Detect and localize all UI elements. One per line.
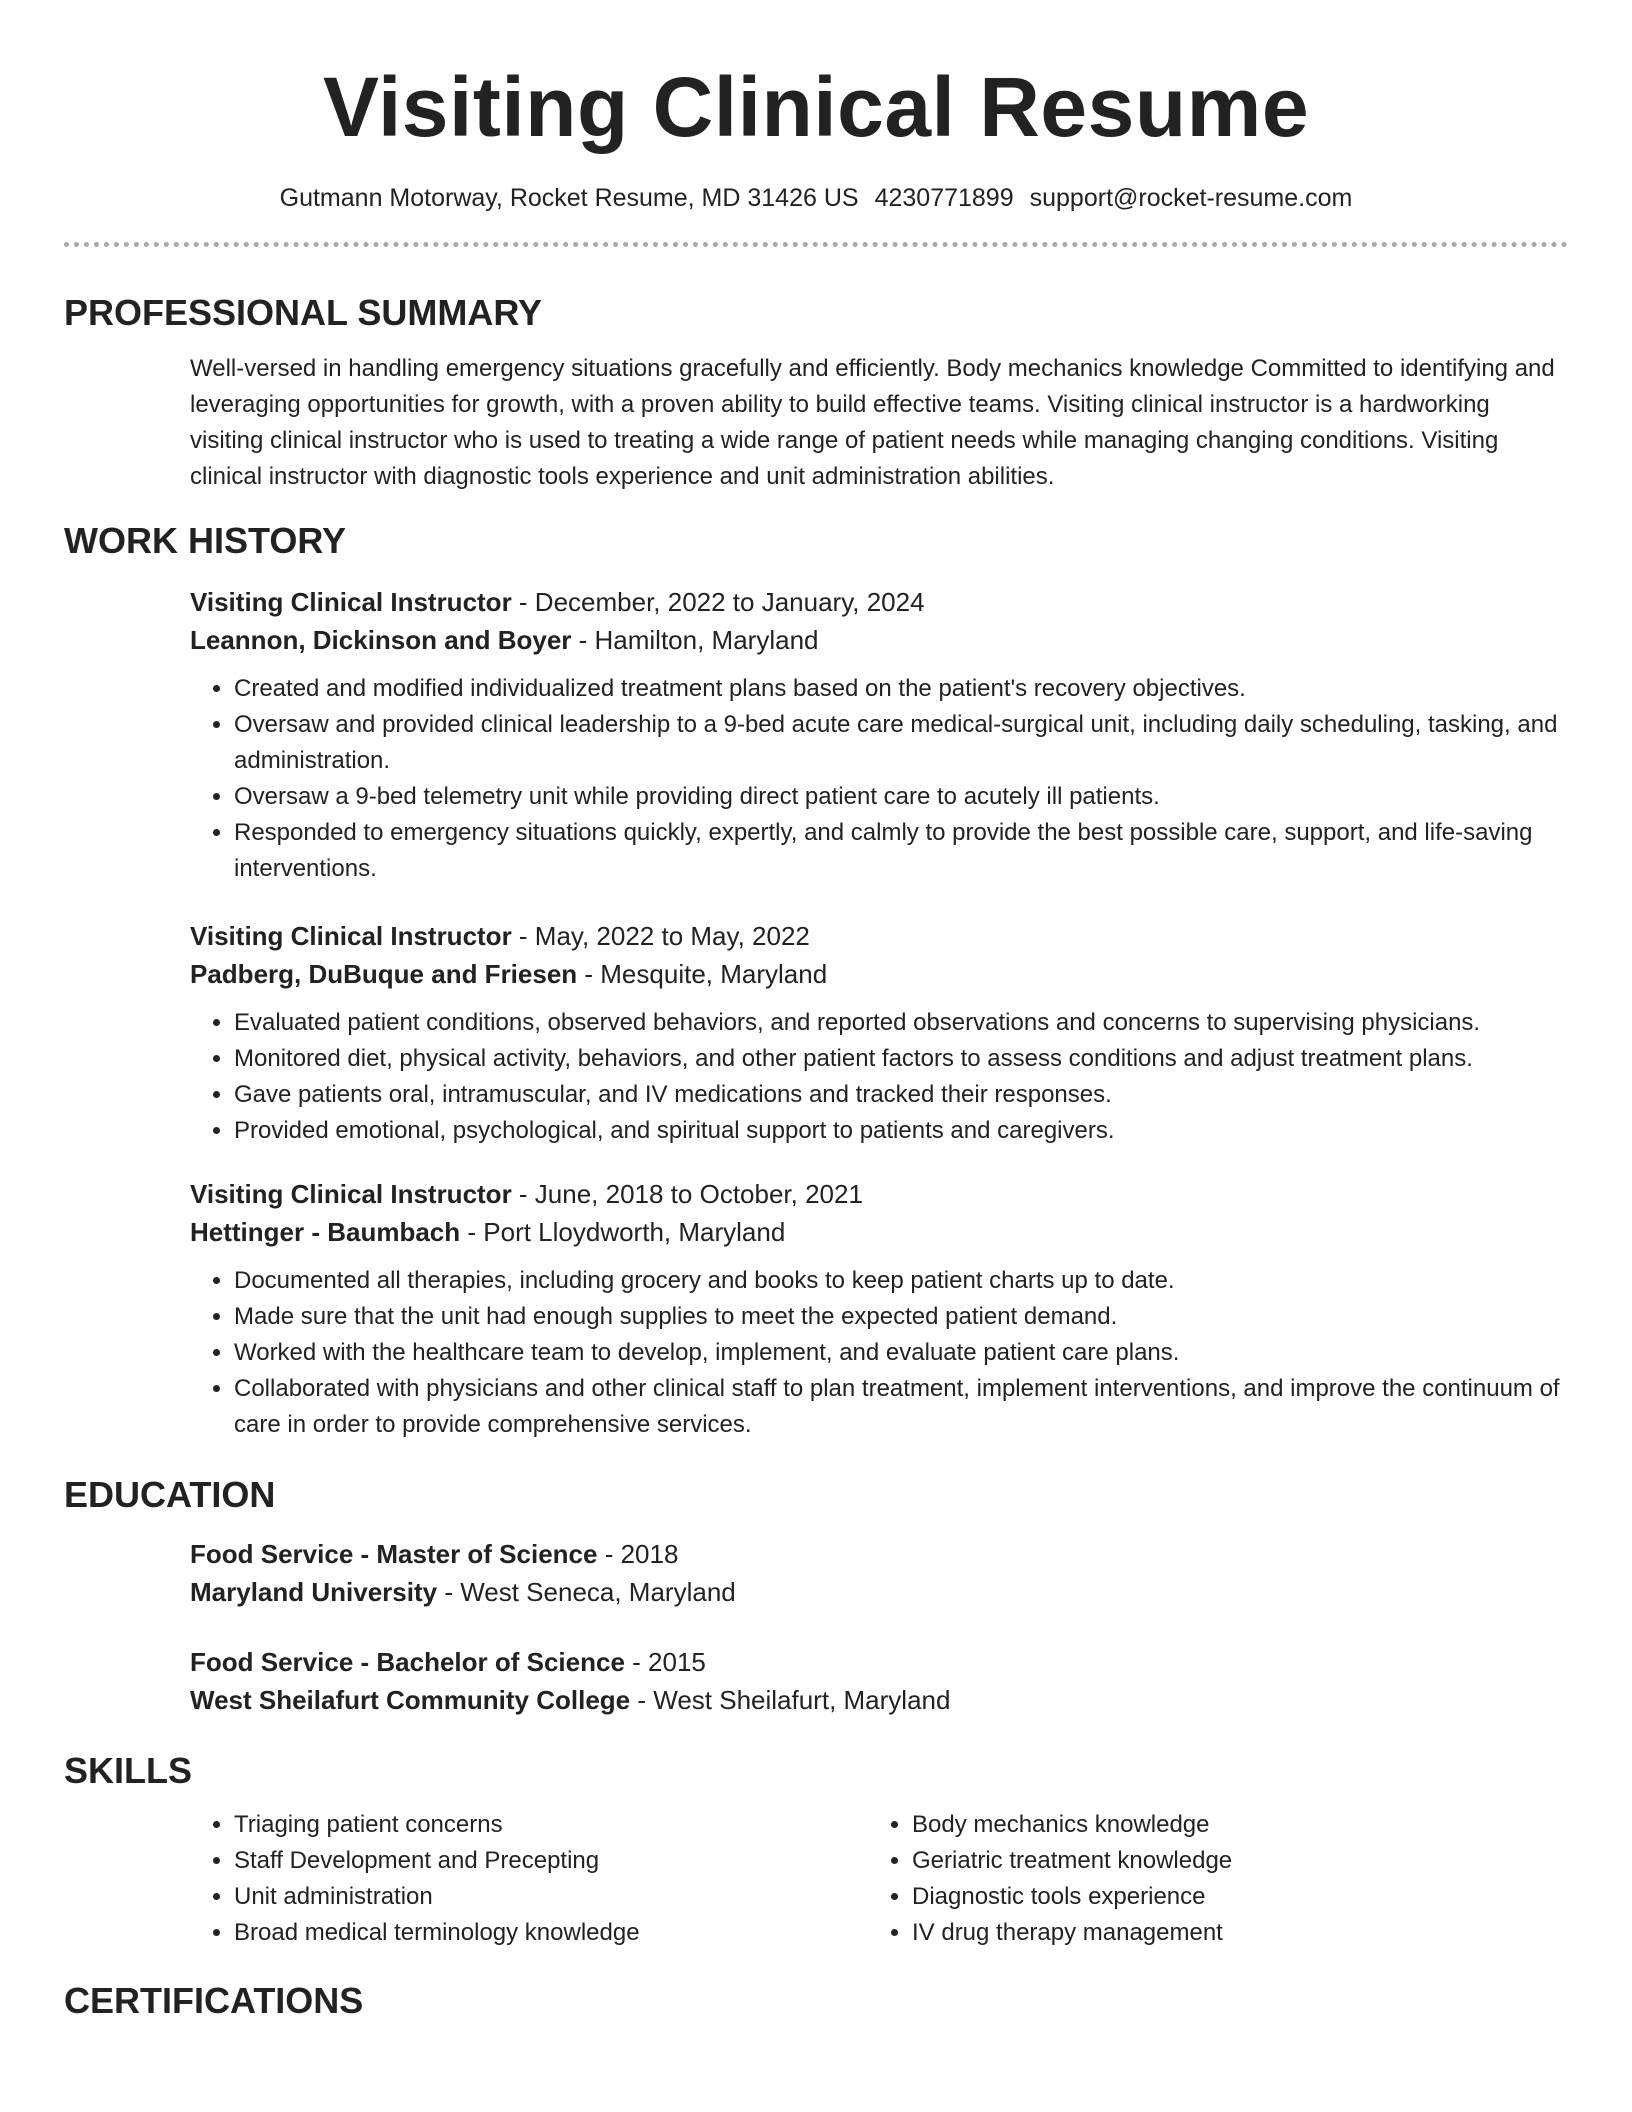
section-title-summary: PROFESSIONAL SUMMARY: [64, 292, 543, 333]
job-role: Visiting Clinical Instructor: [190, 1179, 512, 1209]
skill-item: • Broad medical terminology knowledge: [234, 1915, 868, 1951]
job-bullets: [190, 671, 1568, 887]
skill-item: • IV drug therapy management: [912, 1915, 1546, 1951]
skills-column-right: [868, 1807, 1546, 1951]
job-role: Visiting Clinical Instructor: [190, 587, 512, 617]
skill-item: • Unit administration: [234, 1879, 868, 1915]
skill-item: • Body mechanics knowledge: [912, 1807, 1546, 1843]
resume-name: Visiting Clinical Resume: [322, 60, 1310, 154]
job-bullet: • Evaluated patient conditions, observed behaviors, and reported observations and concerns to supervising physicians.: [234, 1005, 1568, 1041]
contact-address: Gutmann Motorway, Rocket Resume, MD 31426 US: [279, 184, 859, 212]
job-entry: [190, 917, 1568, 1149]
job-company-line: [190, 1213, 1568, 1251]
skills-column-left: [190, 1807, 868, 1951]
job-company: Leannon, Dickinson and Boyer: [190, 625, 572, 655]
education-school: West Sheilafurt Community College: [190, 1685, 631, 1715]
resume-page: [64, 0, 1568, 2023]
section-title-certifications: CERTIFICATIONS: [64, 1980, 364, 2021]
education-location: - West Seneca, Maryland: [437, 1577, 736, 1607]
education-entry: [190, 1535, 1568, 1611]
contact-line: [64, 182, 1568, 214]
skills-list: [868, 1807, 1546, 1951]
job-bullet: • Documented all therapies, including grocery and books to keep patient charts up to date.: [234, 1263, 1568, 1299]
header-divider: [64, 242, 1568, 247]
job-bullets: [190, 1005, 1568, 1149]
job-dates: - June, 2018 to October, 2021: [511, 1179, 863, 1209]
job-title-line: [190, 1175, 1568, 1213]
education-year: - 2018: [597, 1539, 679, 1569]
job-bullet: • Collaborated with physicians and other clinical staff to plan treatment, implement interventions, and improve the continuum of care in order to provide comprehensive services.: [234, 1371, 1568, 1443]
job-role: Visiting Clinical Instructor: [190, 921, 512, 951]
job-bullet: • Oversaw and provided clinical leadership to a 9-bed acute care medical-surgical unit, including daily scheduling, tasking, and administration.: [234, 707, 1568, 779]
skill-item: • Diagnostic tools experience: [912, 1879, 1546, 1915]
job-bullet: • Made sure that the unit had enough supplies to meet the expected patient demand.: [234, 1299, 1568, 1335]
job-entry: [190, 1175, 1568, 1443]
job-bullet: • Responded to emergency situations quickly, expertly, and calmly to provide the best possible care, support, and life-saving interventions.: [234, 815, 1568, 887]
skills-grid: [190, 1807, 1568, 1951]
job-bullet: • Worked with the healthcare team to develop, implement, and evaluate patient care plans.: [234, 1335, 1568, 1371]
job-title-line: [190, 917, 1568, 955]
education-location: - West Sheilafurt, Maryland: [630, 1685, 951, 1715]
job-company: Padberg, DuBuque and Friesen: [190, 959, 578, 989]
education-degree: Food Service - Bachelor of Science: [190, 1647, 625, 1677]
job-location: - Port Lloydworth, Maryland: [460, 1217, 786, 1247]
education-entry: [190, 1643, 1568, 1719]
job-location: - Hamilton, Maryland: [571, 625, 819, 655]
contact-email: support@rocket-resume.com: [1029, 184, 1353, 212]
job-bullet: • Monitored diet, physical activity, behaviors, and other patient factors to assess conditions and adjust treatment plans.: [234, 1041, 1568, 1077]
skill-item: • Staff Development and Precepting: [234, 1843, 868, 1879]
contact-phone: 4230771899: [874, 184, 1014, 212]
job-bullet: • Created and modified individualized treatment plans based on the patient's recovery objectives.: [234, 671, 1568, 707]
job-dates: - December, 2022 to January, 2024: [511, 587, 925, 617]
education-body: [190, 1535, 1568, 1719]
job-entry: [190, 583, 1568, 887]
education-degree: Food Service - Master of Science: [190, 1539, 598, 1569]
education-school: Maryland University: [190, 1577, 438, 1607]
section-title-skills: SKILLS: [64, 1750, 193, 1791]
job-bullet: • Oversaw a 9-bed telemetry unit while providing direct patient care to acutely ill patients.: [234, 779, 1568, 815]
skill-item: • Geriatric treatment knowledge: [912, 1843, 1546, 1879]
summary-body: [190, 351, 1568, 495]
job-bullet: • Provided emotional, psychological, and spiritual support to patients and caregivers.: [234, 1113, 1568, 1149]
education-year: - 2015: [624, 1647, 706, 1677]
job-company-line: [190, 621, 1568, 659]
education-degree-line: [190, 1643, 1568, 1681]
job-bullet: • Gave patients oral, intramuscular, and IV medications and tracked their responses.: [234, 1077, 1568, 1113]
section-title-work: WORK HISTORY: [64, 520, 347, 561]
education-school-line: [190, 1573, 1568, 1611]
summary-text: Well-versed in handling emergency situations gracefully and efficiently. Body mechanics knowledge Committed to identifying and leveraging opportunities for growth, with a proven ability to build effective teams. Visiting clinical instructor is a hardworking visiting clinical instructor who is used to treating a wide range of patient needs while managing changing conditions. Visiting clinical instructor with diagnostic tools experience and unit administration abilities.: [190, 355, 1555, 490]
job-company-line: [190, 955, 1568, 993]
job-dates: - May, 2022 to May, 2022: [511, 921, 810, 951]
education-school-line: [190, 1681, 1568, 1719]
skills-list: [190, 1807, 868, 1951]
education-degree-line: [190, 1535, 1568, 1573]
job-title-line: [190, 583, 1568, 621]
work-body: [190, 583, 1568, 1443]
skill-item: • Triaging patient concerns: [234, 1807, 868, 1843]
skills-body: [190, 1807, 1568, 1951]
job-company: Hettinger - Baumbach: [190, 1217, 461, 1247]
section-title-education: EDUCATION: [64, 1474, 276, 1515]
job-bullets: [190, 1263, 1568, 1443]
job-location: - Mesquite, Maryland: [577, 959, 828, 989]
